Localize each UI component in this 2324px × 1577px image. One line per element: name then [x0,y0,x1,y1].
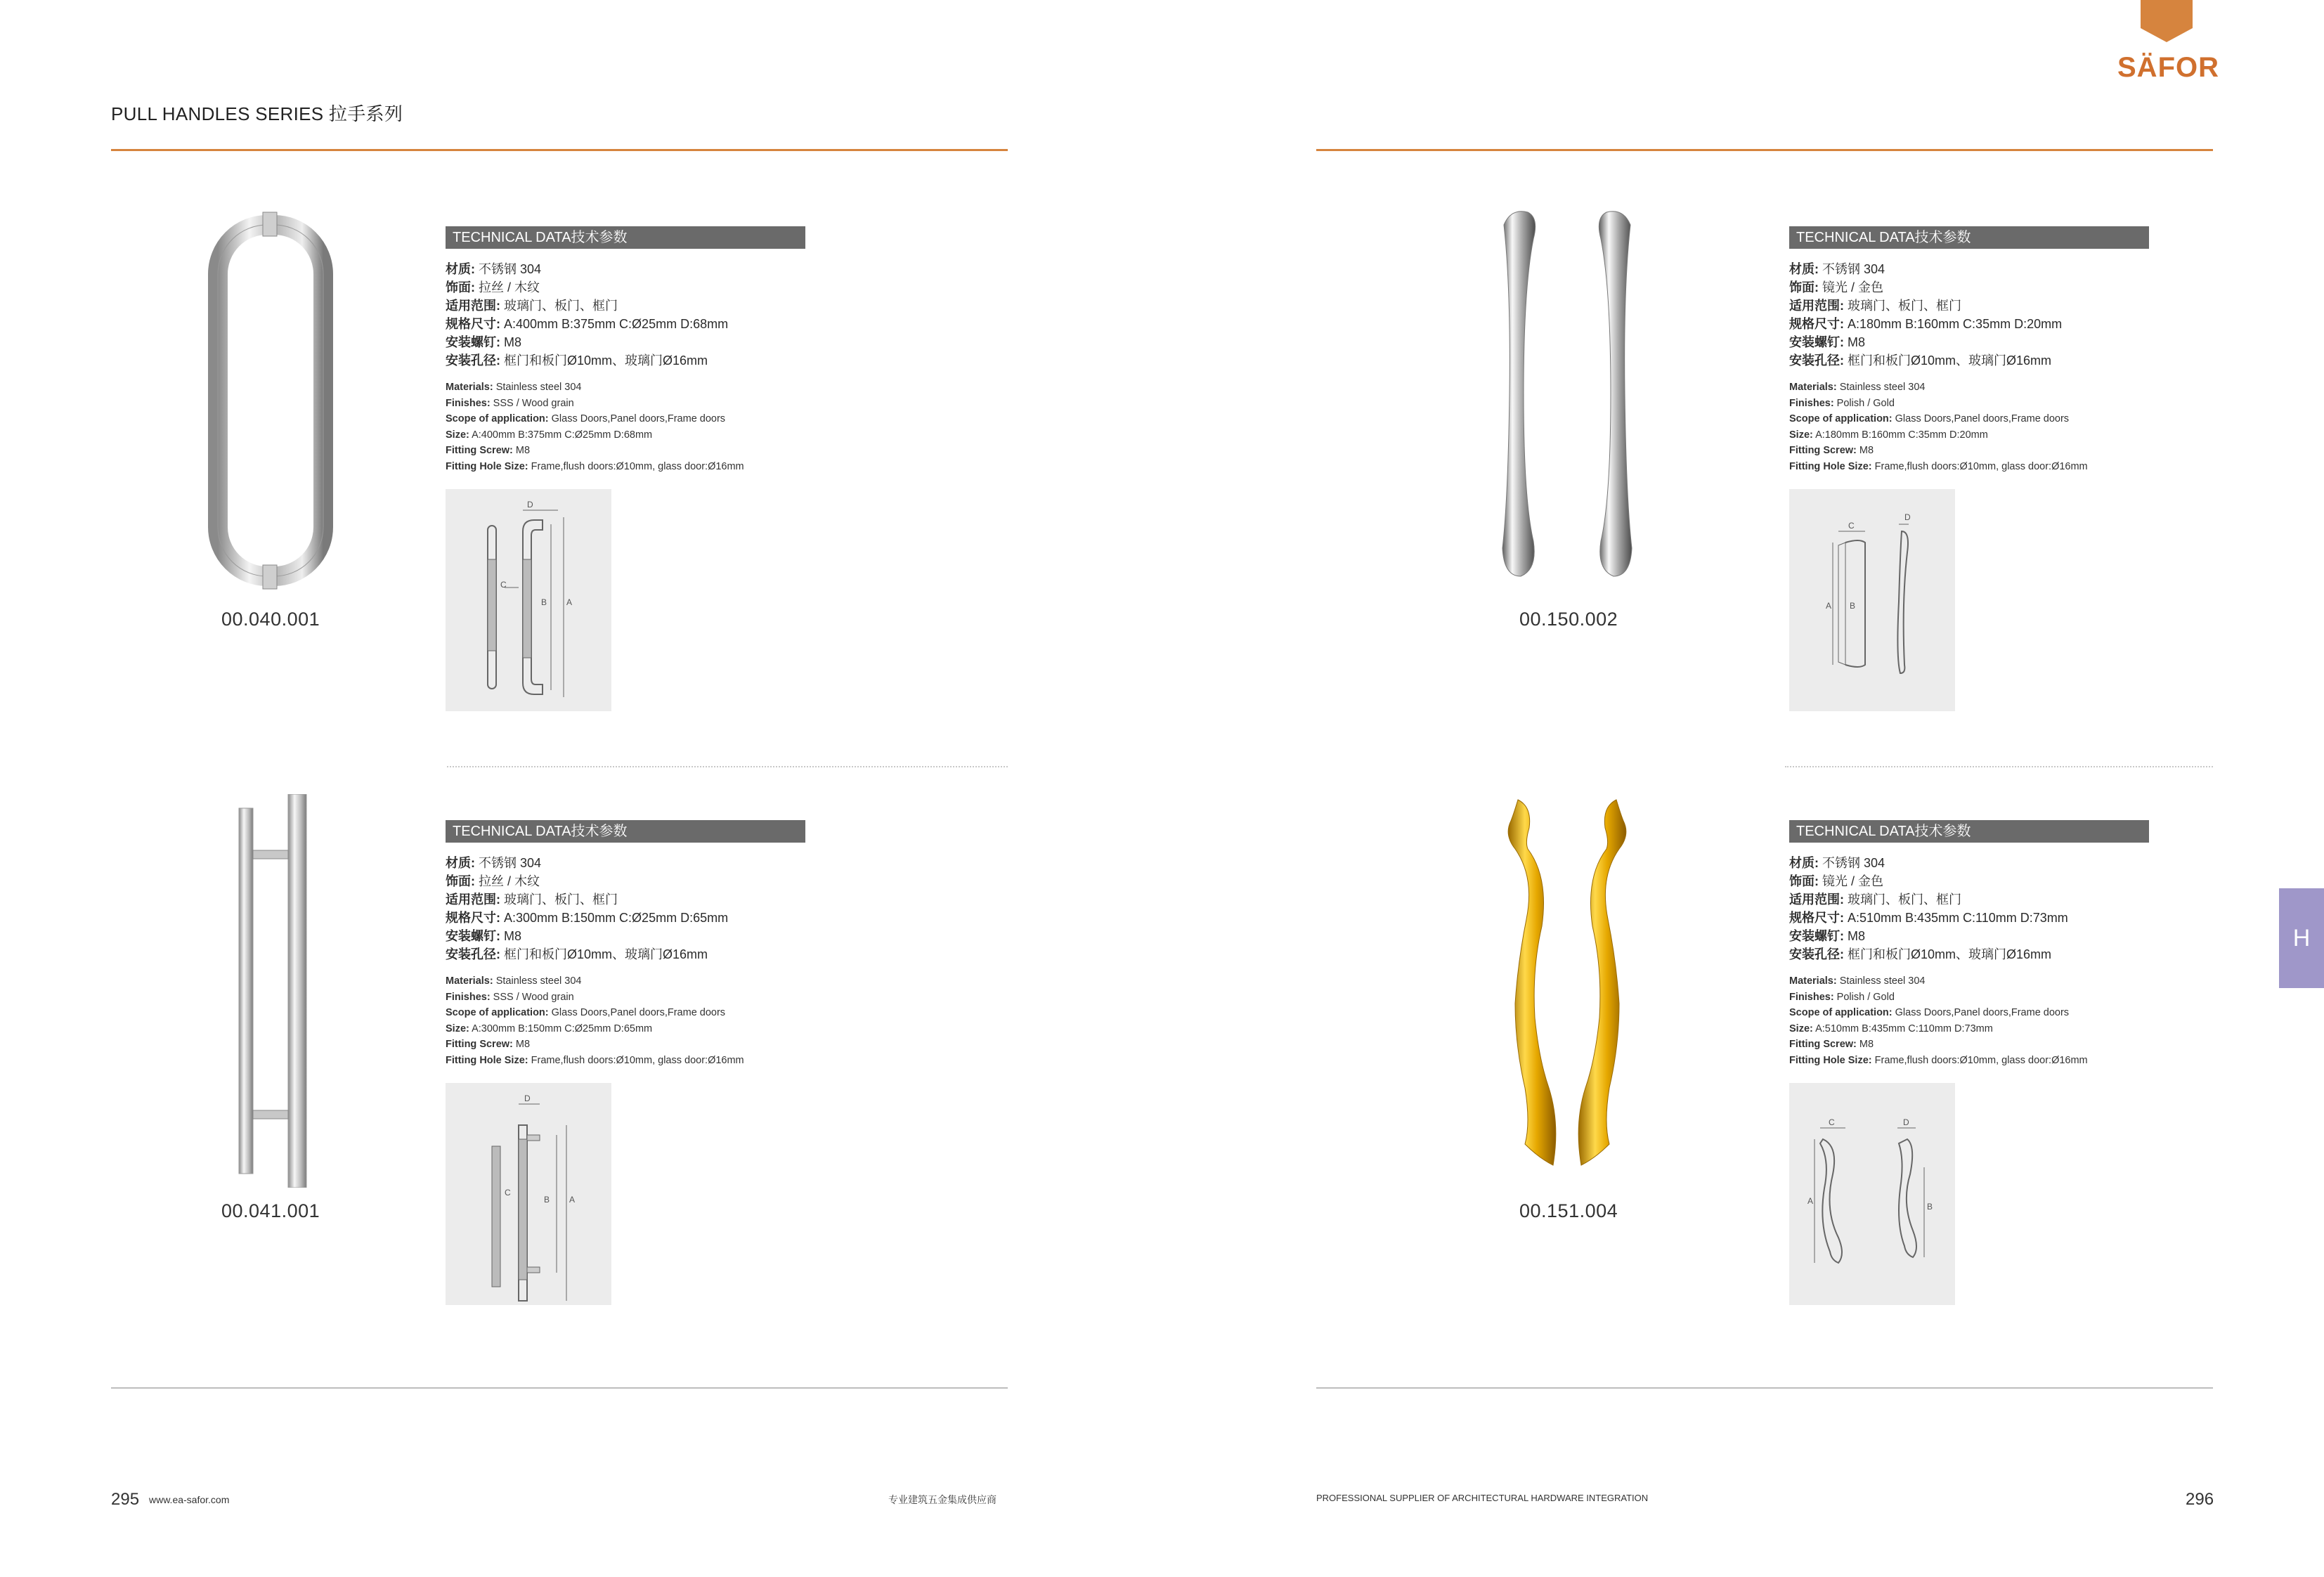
spec-row: Fitting Screw: M8 [446,445,531,456]
spec-row: Size: A:400mm B:375mm C:Ø25mm D:68mm [446,429,653,441]
spec-cn [1789,260,2155,370]
spec-header: TECHNICAL DATA技术参数 [446,820,805,843]
diagram-label-c: C [1848,521,1855,531]
spec-cn [446,854,811,963]
spec-row: Size: A:300mm B:150mm C:Ø25mm D:65mm [446,1023,653,1034]
spec-en [446,379,811,474]
diagram-label-b: B [541,597,547,607]
spec-en [1789,973,2155,1068]
header-rule-right [1316,149,2213,151]
spec-row: Scope of application: Glass Doors,Panel doors,Frame doors [446,1007,726,1018]
spec-row: 安装螺钉: M8 [446,929,522,943]
footer-url[interactable]: www.ea-safor.com [149,1494,230,1505]
spec-row: Fitting Hole Size: Frame,flush doors:Ø10mm, glass door:Ø16mm [1789,1054,2088,1066]
spec-row: 饰面: 拉丝 / 木纹 [446,280,540,294]
product-code: 00.040.001 [221,609,320,630]
spec-row: 安装螺钉: M8 [446,335,522,349]
page-title: PULL HANDLES SERIES 拉手系列 [111,103,403,124]
dimension-diagram [446,489,611,711]
spec-row: Finishes: Polish / Gold [1789,991,1895,1003]
product-image-00-150-002 [1483,204,1651,583]
diagram-label-b: B [544,1195,550,1205]
diagram-label-a: A [1826,601,1832,611]
diagram-label-c: C [1829,1117,1835,1127]
spec-row: 规格尺寸: A:510mm B:435mm C:110mm D:73mm [1789,911,2068,925]
spec-row: 适用范围: 玻璃门、板门、框门 [1789,299,1962,313]
spec-row: 安装孔径: 框门和板门Ø10mm、玻璃门Ø16mm [1789,947,2052,961]
brand-logo-text: SÄFOR [2117,52,2219,83]
spec-row: Fitting Screw: M8 [446,1039,531,1050]
spec-row: Finishes: SSS / Wood grain [446,991,574,1003]
spec-row: Finishes: Polish / Gold [1789,397,1895,409]
spec-en [446,973,811,1068]
spec-block [446,226,811,474]
diagram-label-b: B [1927,1202,1933,1212]
spec-row: Fitting Screw: M8 [1789,1039,1874,1050]
footer-rule-left [111,1387,1008,1389]
spec-row: Scope of application: Glass Doors,Panel doors,Frame doors [1789,413,2070,424]
spec-row: Scope of application: Glass Doors,Panel doors,Frame doors [1789,1007,2070,1018]
spec-block [446,820,811,1068]
dimension-diagram [1789,489,1955,711]
diagram-label-d: D [1903,1117,1909,1127]
spec-en [1789,379,2155,474]
footer-tagline-en: PROFESSIONAL SUPPLIER OF ARCHITECTURAL HARDWARE INTEGRATION [1316,1493,1649,1503]
footer-tagline-cn: 专业建筑五金集成供应商 [888,1494,997,1505]
spec-row: Size: A:510mm B:435mm C:110mm D:73mm [1789,1023,1993,1034]
product-image-00-041-001 [218,794,323,1188]
spec-row: Fitting Screw: M8 [1789,445,1874,456]
spec-block [1789,820,2155,1068]
spec-block [1789,226,2155,474]
spec-row: 安装螺钉: M8 [1789,929,1866,943]
spec-row: 材质: 不锈钢 304 [446,262,542,276]
spec-row: 适用范围: 玻璃门、板门、框门 [1789,893,1962,907]
spec-row: 材质: 不锈钢 304 [446,856,542,870]
diagram-label-c: C [500,580,507,590]
diagram-label-a: A [1807,1196,1814,1206]
diagram-label-a: A [569,1195,576,1205]
product-image-00-151-004 [1476,793,1658,1172]
spec-header: TECHNICAL DATA技术参数 [1789,820,2149,843]
spec-row: Fitting Hole Size: Frame,flush doors:Ø10mm, glass door:Ø16mm [1789,460,2088,472]
diagram-label-d: D [527,500,533,510]
product-code: 00.150.002 [1519,609,1618,630]
separator-right [1785,766,2213,767]
spec-row: Materials: Stainless steel 304 [446,975,582,987]
spec-row: Fitting Hole Size: Frame,flush doors:Ø10mm, glass door:Ø16mm [446,1054,744,1066]
spec-row: 饰面: 拉丝 / 木纹 [446,874,540,888]
spec-row: 适用范围: 玻璃门、板门、框门 [446,893,618,907]
diagram-label-c: C [505,1188,511,1198]
spec-header: TECHNICAL DATA技术参数 [1789,226,2149,249]
product-image-00-040-001 [204,204,344,597]
diagram-label-d: D [1904,512,1911,522]
spec-row: 饰面: 镜光 / 金色 [1789,874,1884,888]
spec-row: Fitting Hole Size: Frame,flush doors:Ø10mm, glass door:Ø16mm [446,460,744,472]
separator-left [447,766,1008,767]
spec-row: 材质: 不锈钢 304 [1789,262,1885,276]
dimension-diagram [446,1083,611,1305]
spec-row: 安装螺钉: M8 [1789,335,1866,349]
diagram-label-b: B [1850,601,1856,611]
dimension-diagram [1789,1083,1955,1305]
spec-row: Scope of application: Glass Doors,Panel doors,Frame doors [446,413,726,424]
spec-row: 规格尺寸: A:300mm B:150mm C:Ø25mm D:65mm [446,911,729,925]
header-rule-left [111,149,1008,151]
spec-row: Size: A:180mm B:160mm C:35mm D:20mm [1789,429,1988,441]
spec-row: Finishes: SSS / Wood grain [446,397,574,409]
product-code: 00.041.001 [221,1200,320,1221]
spec-row: Materials: Stainless steel 304 [446,382,582,393]
spec-row: Materials: Stainless steel 304 [1789,382,1926,393]
spec-row: Materials: Stainless steel 304 [1789,975,1926,987]
spec-row: 安装孔径: 框门和板门Ø10mm、玻璃门Ø16mm [1789,353,2052,368]
footer-rule-right [1316,1387,2213,1389]
page-number-right: 296 [2186,1490,2214,1509]
product-code: 00.151.004 [1519,1200,1618,1221]
spec-row: 规格尺寸: A:400mm B:375mm C:Ø25mm D:68mm [446,317,729,331]
diagram-label-d: D [524,1093,531,1103]
spec-row: 安装孔径: 框门和板门Ø10mm、玻璃门Ø16mm [446,947,708,961]
spec-cn [1789,854,2155,963]
spec-row: 规格尺寸: A:180mm B:160mm C:35mm D:20mm [1789,317,2063,331]
spec-row: 安装孔径: 框门和板门Ø10mm、玻璃门Ø16mm [446,353,708,368]
spec-row: 饰面: 镜光 / 金色 [1789,280,1884,294]
spec-row: 材质: 不锈钢 304 [1789,856,1885,870]
section-tab-h[interactable]: H [2279,888,2324,988]
diagram-label-a: A [566,597,573,607]
spec-row: 适用范围: 玻璃门、板门、框门 [446,299,618,313]
spec-cn [446,260,811,370]
page-number-left: 295 [111,1490,140,1509]
spec-header: TECHNICAL DATA技术参数 [446,226,805,249]
